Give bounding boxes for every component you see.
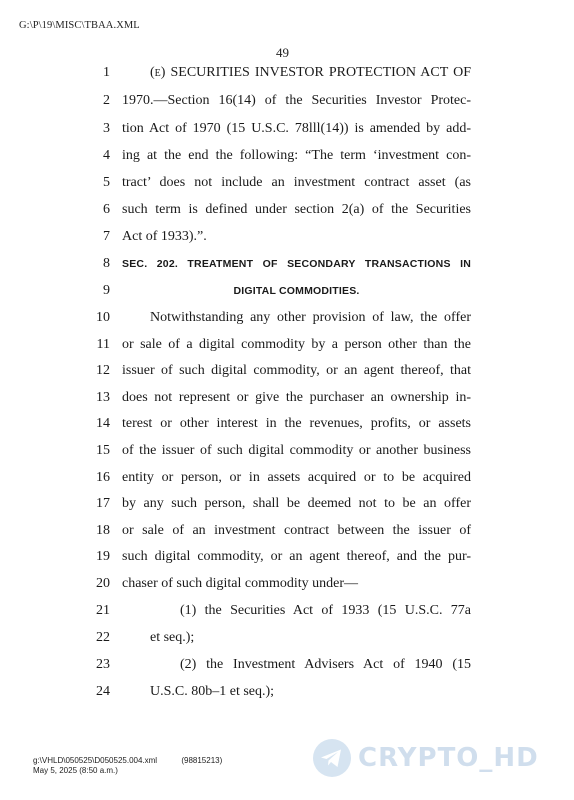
text-line	[0, 121, 574, 141]
text-line	[0, 443, 574, 463]
line-text: Notwithstanding any other provision of law, the offer	[150, 310, 471, 325]
line-text: (2) the Investment Advisers Act of 1940 (15	[180, 657, 471, 672]
line-number: 15	[96, 443, 110, 458]
line-number: 1	[103, 65, 110, 80]
line-text: chaser of such digital commodity under—	[122, 576, 358, 591]
line-number: 20	[96, 576, 110, 591]
text-line	[0, 630, 574, 650]
line-text: Act of 1933).”.	[122, 229, 207, 244]
line-number: 23	[96, 657, 110, 672]
line-text: 1970.—Section 16(14) of the Securities Investor Protec-	[122, 93, 471, 108]
text-line	[0, 657, 574, 677]
line-number: 3	[103, 121, 110, 136]
text-line	[0, 363, 574, 383]
line-text: or sale of a digital commodity by a person other than the	[122, 337, 471, 352]
section-heading-line	[0, 256, 574, 276]
line-number: 17	[96, 496, 110, 511]
line-text: does not represent or give the purchaser an ownership in-	[122, 390, 471, 405]
text-line	[0, 576, 574, 596]
line-text: issuer of such digital commodity, or an agent thereof, that	[122, 363, 471, 378]
line-number: 16	[96, 470, 110, 485]
text-line	[0, 93, 574, 113]
line-text: (1) the Securities Act of 1933 (15 U.S.C. 77a	[180, 603, 471, 618]
text-line	[0, 684, 574, 704]
text-line	[0, 603, 574, 623]
line-number: 14	[96, 416, 110, 431]
line-text: et seq.);	[150, 630, 195, 645]
line-number: 18	[96, 523, 110, 538]
line-text: tion Act of 1970 (15 U.S.C. 78lll(14)) is amended by add-	[122, 121, 471, 136]
line-text: U.S.C. 80b–1 et seq.);	[150, 684, 275, 699]
text-line	[0, 496, 574, 516]
line-number: 21	[96, 603, 110, 618]
text-line	[0, 175, 574, 195]
text-line	[0, 549, 574, 569]
section-heading: SEC. 202. TREATMENT OF SECONDARY TRANSACTIONS IN	[122, 258, 471, 270]
line-number: 7	[103, 229, 110, 244]
line-text: ing at the end the following: “The term ‘investment con-	[122, 148, 471, 163]
watermark	[312, 738, 539, 778]
footer-file-path: g:\VHLD\050525\D050525.004.xml	[33, 756, 158, 765]
text-line	[0, 416, 574, 436]
line-number: 9	[103, 283, 110, 298]
footer-file	[33, 756, 222, 765]
line-text: by any such person, shall be deemed not to be an offer	[122, 496, 471, 511]
telegram-icon	[312, 738, 352, 778]
line-text: entity or person, or in assets acquired or to be acquired	[122, 470, 471, 485]
line-number: 22	[96, 630, 110, 645]
line-number: 13	[96, 390, 110, 405]
text-line	[0, 229, 574, 249]
line-number: 6	[103, 202, 110, 217]
line-number: 24	[96, 684, 110, 699]
line-text: (e) SECURITIES INVESTOR PROTECTION ACT OF	[150, 65, 471, 80]
text-line	[0, 202, 574, 222]
line-text: tract’ does not include an investment contract asset (as	[122, 175, 471, 190]
line-text: of the issuer of such digital commodity or another business	[122, 443, 471, 458]
text-line	[0, 390, 574, 410]
line-text: such term is defined under section 2(a) of the Securities	[122, 202, 471, 217]
line-number: 2	[103, 93, 110, 108]
line-number: 4	[103, 148, 110, 163]
text-line	[0, 523, 574, 543]
text-line	[0, 148, 574, 168]
line-text: such digital commodity, or an agent thereof, and the pur-	[122, 549, 471, 564]
text-line	[0, 337, 574, 357]
section-heading-line	[0, 283, 574, 303]
line-text: terest or other interest in the revenues, profits, or assets	[122, 416, 471, 431]
footer-job-number: (98815213)	[181, 756, 223, 765]
line-number: 19	[96, 549, 110, 564]
line-number: 12	[96, 363, 110, 378]
page-number: 49	[276, 45, 289, 60]
line-number: 10	[96, 310, 110, 325]
line-number: 8	[103, 256, 110, 271]
line-number: 11	[96, 337, 110, 352]
file-path-header: G:\P\19\MISC\TBAA.XML	[19, 20, 140, 31]
line-text: or sale of an investment contract between the issuer of	[122, 523, 471, 538]
section-heading: DIGITAL COMMODITIES.	[233, 285, 360, 297]
watermark-text: CRYPTO_HD	[358, 743, 539, 773]
text-line	[0, 310, 574, 330]
text-line	[0, 65, 574, 85]
footer-date: May 5, 2025 (8:50 a.m.)	[33, 766, 118, 775]
line-number: 5	[103, 175, 110, 190]
text-line	[0, 470, 574, 490]
